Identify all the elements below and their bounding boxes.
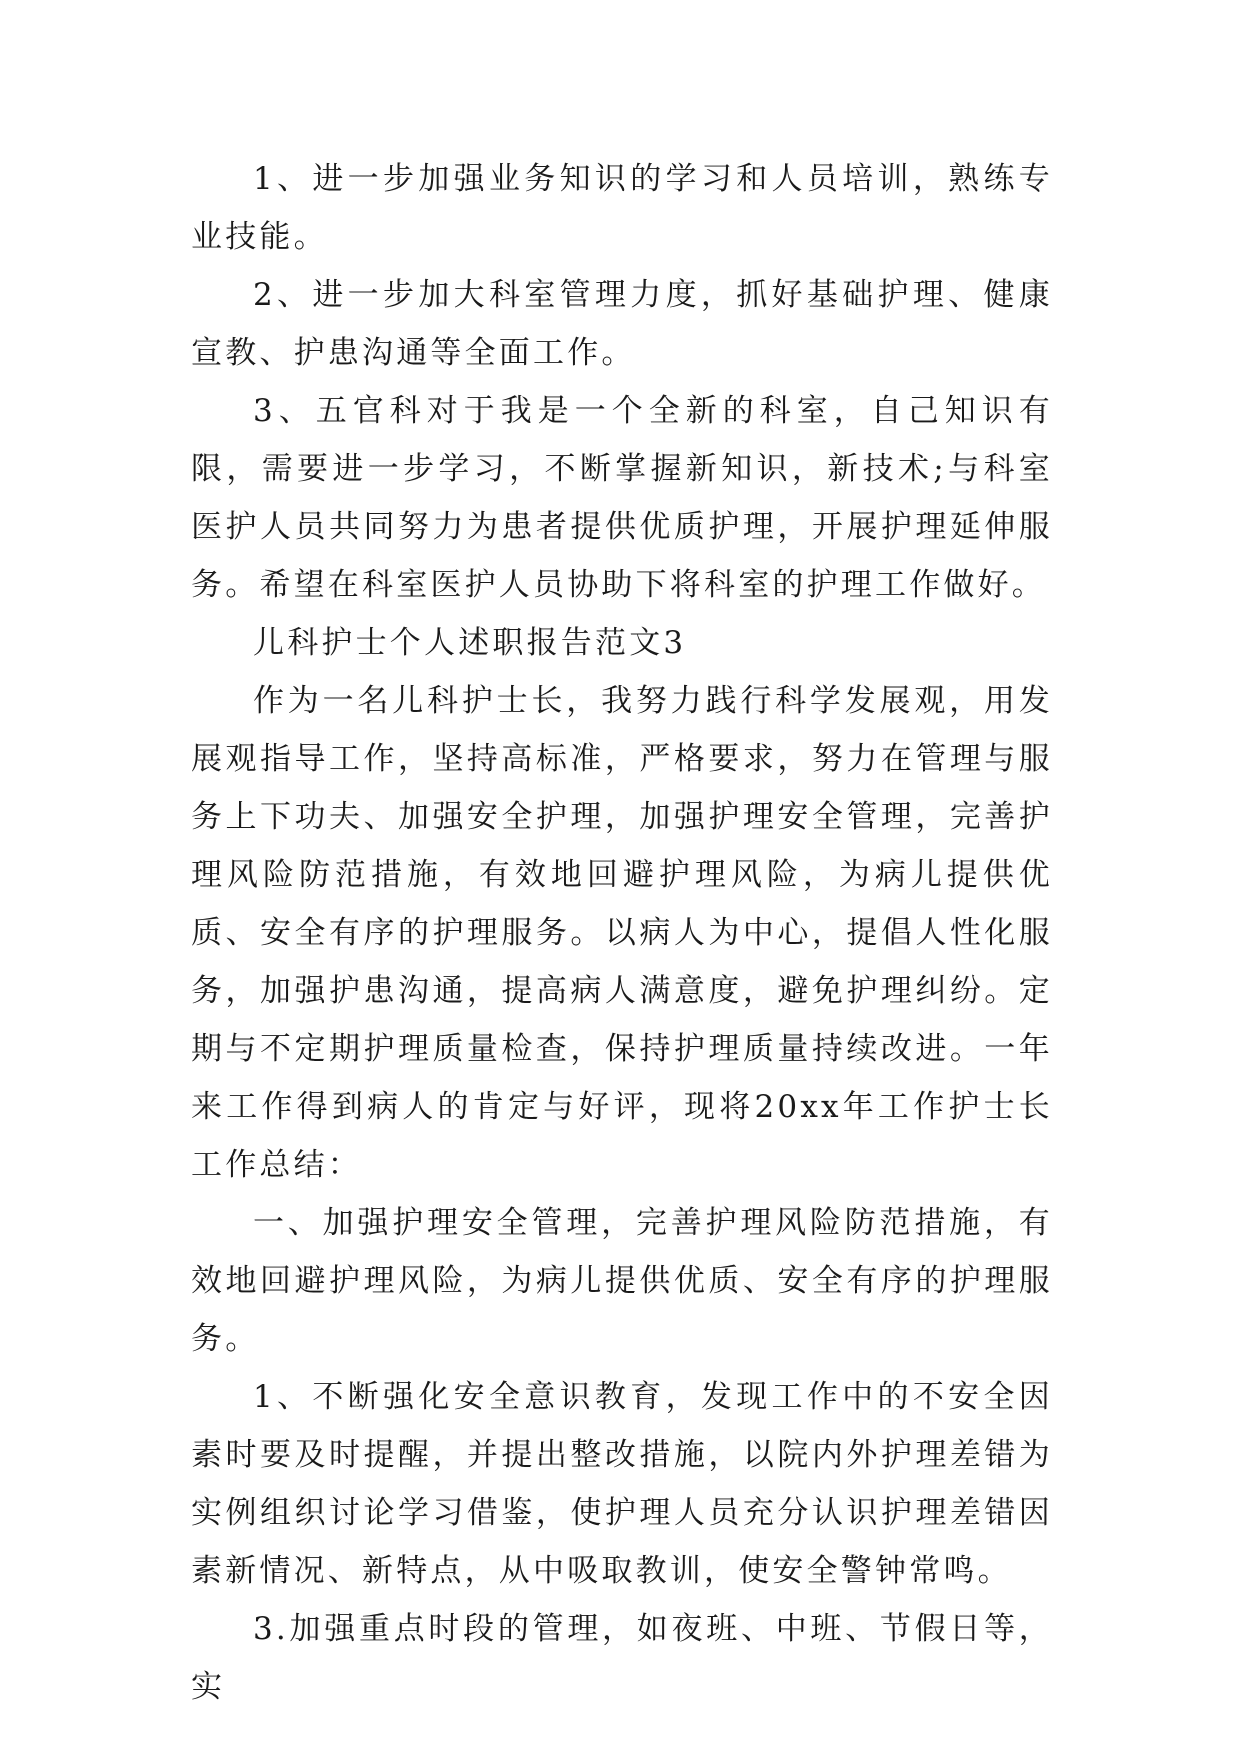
section-point-one: 一、加强护理安全管理，完善护理风险防范措施，有效地回避护理风险，为病儿提供优质、安全有序的护理服务。 xyxy=(191,1205,1053,1357)
document-body xyxy=(191,150,1053,1716)
paragraph-item-1: 1、进一步加强业务知识的学习和人员培训，熟练专业技能。 xyxy=(191,161,1053,255)
paragraph-item-3b: 3.加强重点时段的管理，如夜班、中班、节假日等，实 xyxy=(191,1611,1053,1705)
section-heading: 儿科护士个人述职报告范文3 xyxy=(253,625,687,661)
paragraph-item-2: 2、进一步加大科室管理力度，抓好基础护理、健康宣教、护患沟通等全面工作。 xyxy=(191,277,1053,371)
intro-paragraph: 作为一名儿科护士长，我努力践行科学发展观，用发展观指导工作，坚持高标准，严格要求，努力在管理与服务上下功夫、加强安全护理，加强护理安全管理，完善护理风险防范措施，有效地回避护理风险，为病儿提供优质、安全有序的护理服务。以病人为中心，提倡人性化服务，加强护患沟通，提高病人满意度，避免护理纠纷。定期与不定期护理质量检查，保持护理质量持续改进。一年来工作得到病人的肯定与好评，现将20xx年工作护士长工作总结： xyxy=(191,683,1053,1183)
paragraph-item-1b: 1、不断强化安全意识教育，发现工作中的不安全因素时要及时提醒，并提出整改措施，以院内外护理差错为实例组织讨论学习借鉴，使护理人员充分认识护理差错因素新情况、新特点，从中吸取教训，使安全警钟常鸣。 xyxy=(191,1379,1053,1589)
paragraph-item-3: 3、五官科对于我是一个全新的科室，自己知识有限，需要进一步学习，不断掌握新知识，新技术;与科室医护人员共同努力为患者提供优质护理，开展护理延伸服务。希望在科室医护人员协助下将科室的护理工作做好。 xyxy=(191,393,1053,603)
